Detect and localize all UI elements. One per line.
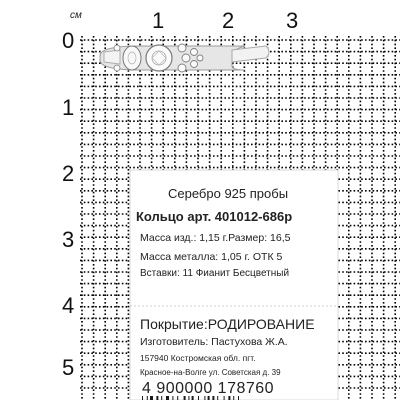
tag-inserts-line: Вставки: 11 Фианит Бесцветный (140, 268, 290, 279)
tag-address-line-2: Красное-на-Волге ул. Советская д. 39 (140, 368, 281, 377)
row-label-5: 5 (62, 355, 75, 380)
row-label-4: 4 (62, 293, 75, 318)
tag-coating-line: Покрытие:РОДИРОВАНИЕ (140, 316, 315, 332)
barcode-number: 4 900000 178760 (142, 380, 275, 397)
tag-metal-line: Серебро 925 пробы (168, 186, 289, 201)
tag-mass-line: Масса изд.: 1,15 г.Размер: 16,5 (140, 232, 291, 244)
row-label-3: 3 (62, 227, 75, 252)
tag-address-line-1: 157940 Костромская обл. пгт. (140, 353, 256, 363)
scale-unit-label: см (70, 10, 82, 21)
row-label-1: 1 (62, 95, 75, 120)
column-label-2: 2 (222, 8, 235, 33)
tag-article-line: Кольцо арт. 401012-686р (136, 209, 293, 224)
column-label-1: 1 (152, 8, 165, 33)
row-label-2: 2 (62, 161, 75, 186)
tag-maker-line: Изготовитель: Пастухова Ж.А. (140, 336, 288, 348)
column-label-3: 3 (286, 8, 299, 33)
row-label-0: 0 (62, 28, 75, 53)
tag-metal-mass-line: Масса металла: 1,05 г. ОТК 5 (140, 251, 283, 263)
